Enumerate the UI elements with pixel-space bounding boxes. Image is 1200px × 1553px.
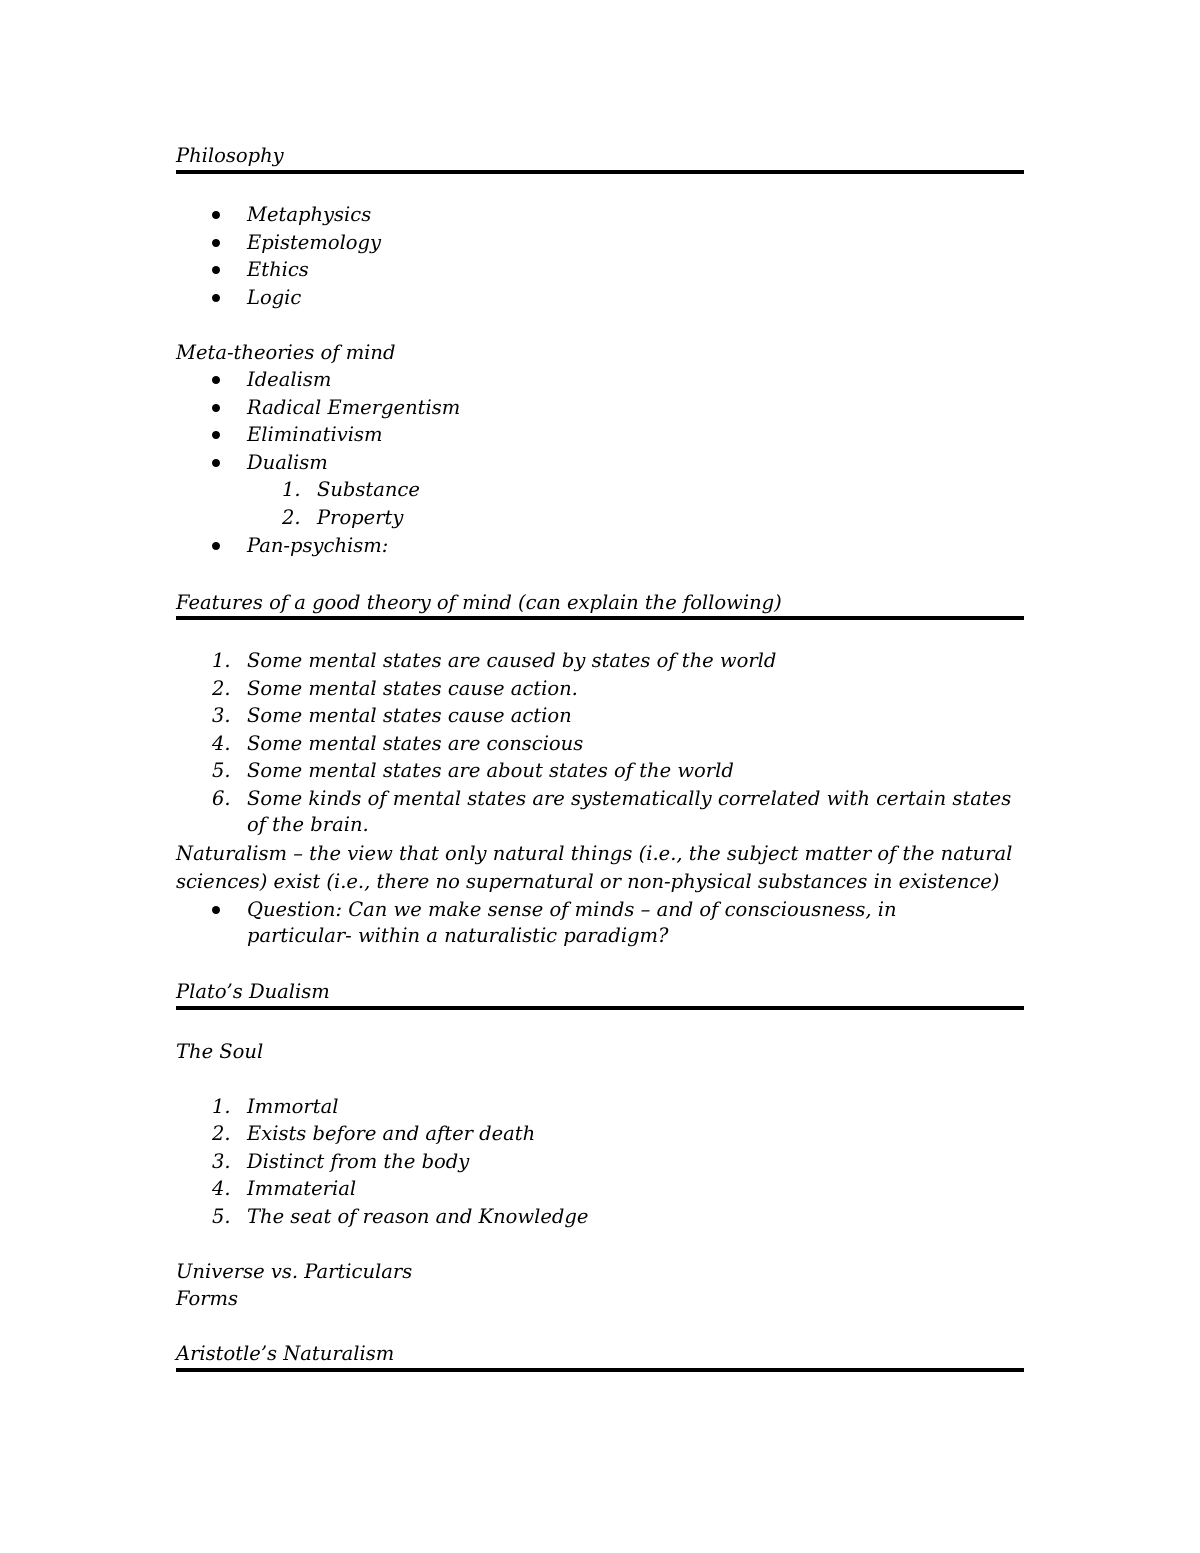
list-item-text: Some mental states are caused by states of the world xyxy=(247,649,777,672)
bullet-icon xyxy=(212,266,220,274)
list-item-text: Some mental states cause action xyxy=(247,704,572,727)
list-number: 2. xyxy=(282,506,301,529)
heading-rule xyxy=(176,616,1024,620)
list-item-text: Logic xyxy=(247,286,302,309)
list-number: 6. xyxy=(212,787,231,810)
list-item-text: Immortal xyxy=(247,1095,339,1118)
soul-label: The Soul xyxy=(176,1040,264,1063)
list-item-text: Some mental states are conscious xyxy=(247,732,584,755)
bullet-icon xyxy=(212,404,220,412)
list-number: 1. xyxy=(282,478,301,501)
list-item-text: Substance xyxy=(317,478,420,501)
list-item-text: Exists before and after death xyxy=(247,1122,536,1145)
list-number: 2. xyxy=(212,677,231,700)
heading-features: Features of a good theory of mind (can explain the following) xyxy=(176,591,782,614)
universe-line: Universe vs. Particulars xyxy=(176,1260,413,1283)
heading-philosophy: Philosophy xyxy=(176,144,284,167)
heading-meta-theories: Meta-theories of mind xyxy=(176,341,396,364)
naturalism-line-2: sciences) exist (i.e., there no supernatural or non-physical substances in existence) xyxy=(176,870,1000,893)
heading-rule xyxy=(176,170,1024,174)
list-item-text: Distinct from the body xyxy=(247,1150,470,1173)
list-number: 4. xyxy=(212,732,231,755)
heading-plato: Plato’s Dualism xyxy=(176,980,330,1003)
bullet-icon xyxy=(212,459,220,467)
list-item-text: Question: Can we make sense of minds – and of consciousness, in particular- within a naturalistic paradigm? xyxy=(247,898,897,947)
bullet-icon xyxy=(212,211,220,219)
list-number: 5. xyxy=(212,759,231,782)
list-item-text: Epistemology xyxy=(247,231,382,254)
bullet-icon xyxy=(212,906,220,914)
list-item-text: Radical Emergentism xyxy=(247,396,461,419)
list-item-text: Some kinds of mental states are systematically correlated with certain states of the brain. xyxy=(247,787,1012,836)
list-number: 4. xyxy=(212,1177,231,1200)
list-item-text: The seat of reason and Knowledge xyxy=(247,1205,589,1228)
heading-aristotle: Aristotle’s Naturalism xyxy=(176,1342,395,1365)
list-number: 1. xyxy=(212,649,231,672)
bullet-icon xyxy=(212,239,220,247)
heading-rule xyxy=(176,1368,1024,1372)
list-item-text: Dualism xyxy=(247,451,328,474)
list-item-text: Ethics xyxy=(247,258,309,281)
list-item-text: Property xyxy=(317,506,404,529)
naturalism-line-1: Naturalism – the view that only natural things (i.e., the subject matter of the natural xyxy=(176,842,1013,865)
list-number: 1. xyxy=(212,1095,231,1118)
list-item-text: Pan-psychism: xyxy=(247,534,389,557)
list-item-text: Some mental states cause action. xyxy=(247,677,578,700)
forms-line: Forms xyxy=(176,1287,239,1310)
list-item-text: Metaphysics xyxy=(247,203,372,226)
list-item-text: Eliminativism xyxy=(247,423,383,446)
heading-rule xyxy=(176,1006,1024,1010)
bullet-icon xyxy=(212,431,220,439)
list-number: 3. xyxy=(212,704,231,727)
list-number: 2. xyxy=(212,1122,231,1145)
list-number: 5. xyxy=(212,1205,231,1228)
bullet-icon xyxy=(212,542,220,550)
list-number: 3. xyxy=(212,1150,231,1173)
list-item-text: Some mental states are about states of the world xyxy=(247,759,734,782)
list-item-text: Idealism xyxy=(247,368,332,391)
bullet-icon xyxy=(212,376,220,384)
bullet-icon xyxy=(212,294,220,302)
list-item-text: Immaterial xyxy=(247,1177,357,1200)
